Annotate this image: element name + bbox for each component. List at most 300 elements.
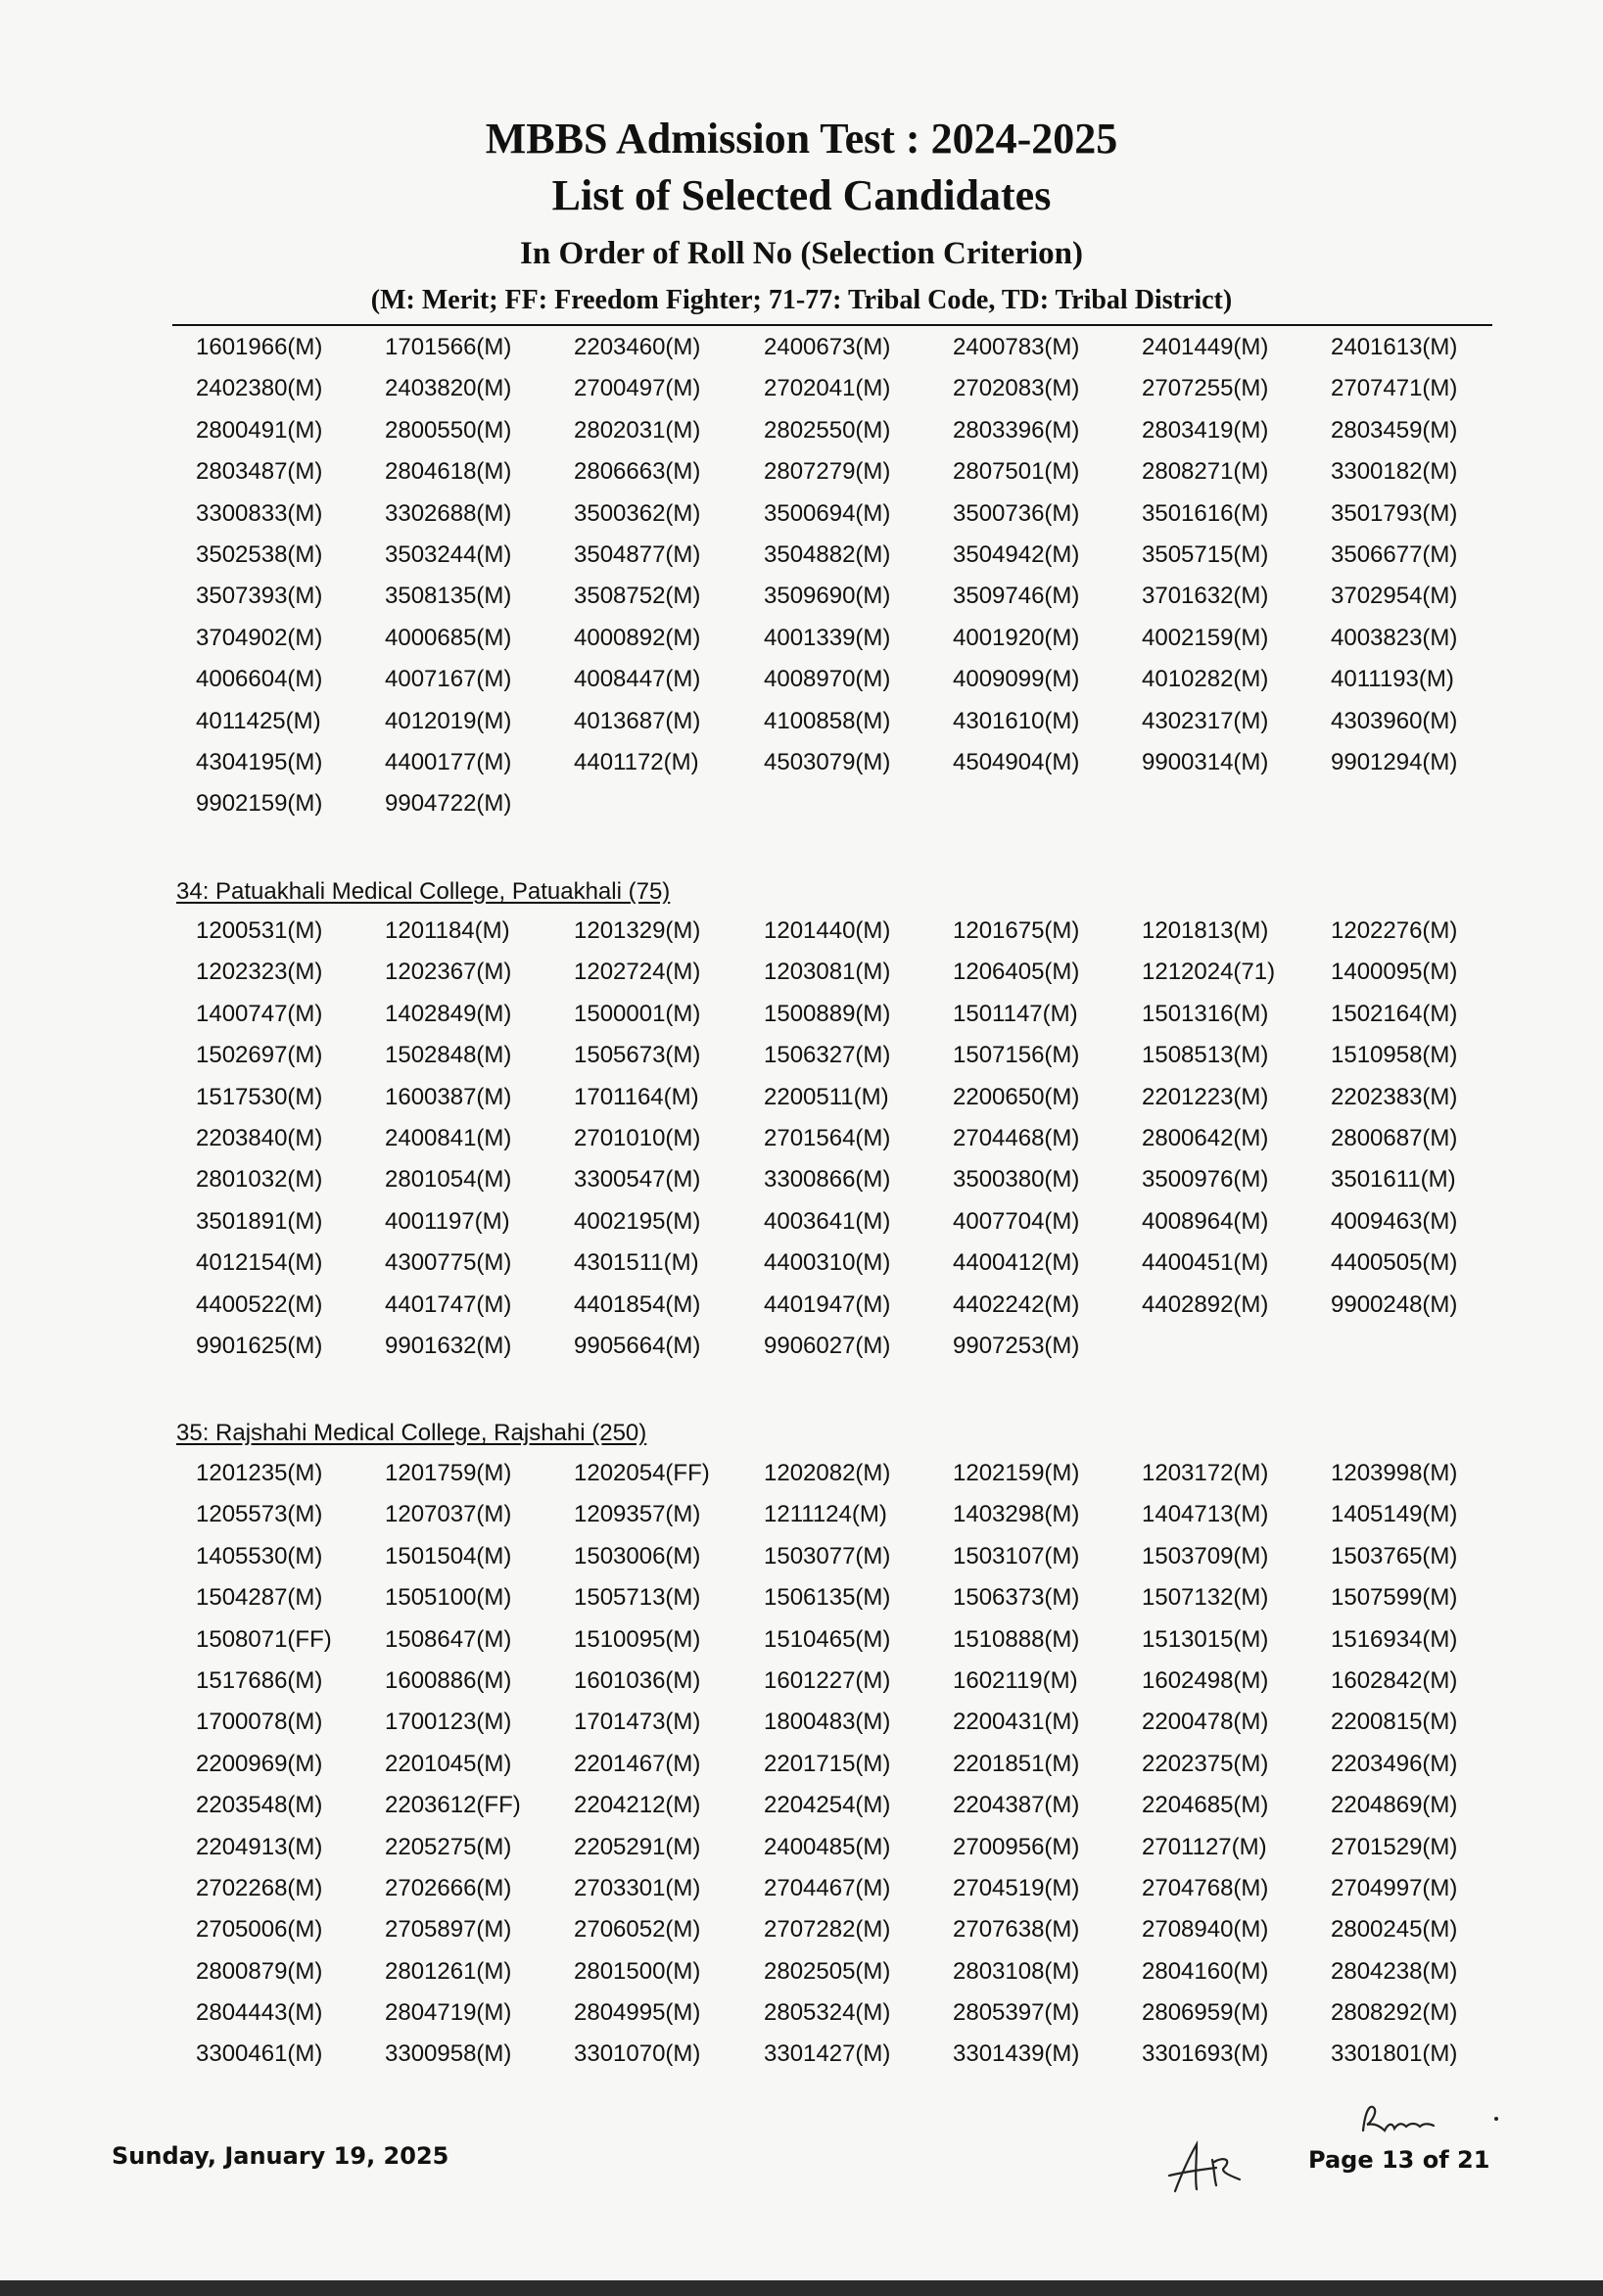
roll-number-cell: 1201759(M) [385,1460,512,1486]
table-row [196,1035,1498,1076]
table-row [196,701,1498,742]
roll-number-cell: 1516934(M) [1331,1625,1458,1653]
roll-number-cell: 3501793(M) [1331,499,1458,527]
roll-number-cell: 2803108(M) [953,1957,1080,1985]
roll-number-cell: 2705897(M) [385,1916,512,1944]
roll-number-cell: 1506373(M) [953,1584,1080,1612]
roll-number-cell: 3509690(M) [764,583,891,610]
roll-number-cell: 3301439(M) [953,2040,1080,2068]
table-row [196,1744,1498,1785]
roll-number-cell: 2802505(M) [764,1957,891,1985]
roll-number-cell: 4302317(M) [1142,707,1269,734]
roll-number-cell: 2401613(M) [1331,334,1458,360]
roll-number-cell: 4010282(M) [1142,666,1269,693]
roll-number-cell: 2804160(M) [1142,1957,1269,1985]
roll-number-cell: 2703301(M) [574,1874,701,1901]
roll-number-cell: 3301693(M) [1142,2040,1269,2068]
roll-number-cell: 1510465(M) [764,1625,891,1653]
roll-number-cell: 1601966(M) [196,334,323,360]
roll-number-cell: 2800687(M) [1331,1124,1458,1151]
signature-initials-2 [1161,2132,1269,2201]
roll-number-cell: 3300461(M) [196,2040,323,2068]
roll-number-cell: 4007167(M) [385,666,512,693]
roll-number-cell: 4001339(M) [764,624,891,651]
roll-number-cell: 2200969(M) [196,1750,323,1777]
roll-number-cell: 1507599(M) [1331,1584,1458,1612]
roll-number-cell: 2804618(M) [385,458,512,486]
roll-number-cell: 3501891(M) [196,1207,323,1235]
roll-number-cell: 1405530(M) [196,1542,323,1570]
roll-number-cell: 3506677(M) [1331,540,1458,568]
roll-number-cell: 1601036(M) [574,1666,701,1694]
roll-number-cell: 4001197(M) [385,1207,510,1235]
roll-number-cell: 1202724(M) [574,959,701,986]
roll-number-cell: 2800245(M) [1331,1916,1458,1944]
roll-number-cell: 4003641(M) [764,1207,891,1235]
roll-number-cell: 2808292(M) [1331,1999,1458,2027]
roll-number-cell: 1211124(M) [764,1501,887,1528]
table-row [196,1159,1498,1200]
roll-number-cell: 1501147(M) [953,1000,1078,1027]
table-row [196,1868,1498,1909]
roll-number-cell: 2700497(M) [574,375,701,402]
roll-number-cell: 2707255(M) [1142,375,1269,402]
roll-number-cell: 2200431(M) [953,1709,1080,1736]
roll-number-cell: 9901625(M) [196,1332,323,1359]
roll-number-cell: 2202375(M) [1142,1750,1269,1777]
table-row [196,368,1498,409]
roll-number-cell: 4303960(M) [1331,707,1458,734]
roll-number-cell: 4000685(M) [385,624,512,651]
roll-number-cell: 1405149(M) [1331,1501,1458,1528]
roll-number-cell: 1201675(M) [953,917,1080,944]
roll-number-cell: 2200478(M) [1142,1709,1269,1736]
roll-number-cell: 1500001(M) [574,1000,701,1027]
roll-number-cell: 3704902(M) [196,624,323,651]
roll-number-cell: 9907253(M) [953,1332,1080,1359]
table-row [196,1992,1498,2034]
roll-number-cell: 2707282(M) [764,1916,891,1944]
roll-number-cell: 9901294(M) [1331,748,1458,775]
roll-number-cell: 2701010(M) [574,1124,701,1151]
roll-number-cell: 2203548(M) [196,1792,323,1819]
roll-number-cell: 9904722(M) [385,790,512,818]
roll-number-cell: 1700123(M) [385,1709,512,1736]
roll-number-cell: 2205291(M) [574,1833,701,1860]
roll-number-cell: 1506327(M) [764,1042,891,1069]
roll-number-cell: 2801500(M) [574,1957,701,1985]
roll-number-cell: 2805324(M) [764,1999,891,2027]
roll-number-cell: 2204869(M) [1331,1792,1458,1819]
roll-number-cell: 2801261(M) [385,1957,512,1985]
roll-number-cell: 1404713(M) [1142,1501,1269,1528]
roll-number-cell: 2704768(M) [1142,1874,1269,1901]
roll-number-cell: 1201329(M) [574,917,701,944]
roll-number-cell: 4001920(M) [953,624,1080,651]
roll-number-cell: 2804238(M) [1331,1957,1458,1985]
roll-number-cell: 2400485(M) [764,1833,891,1860]
roll-number-cell: 1507132(M) [1142,1584,1269,1612]
roll-number-cell: 1508071(FF) [196,1625,332,1653]
roll-number-cell: 3500976(M) [1142,1166,1269,1194]
roll-number-cell: 4301511(M) [574,1249,699,1277]
roll-number-cell: 1201440(M) [764,917,891,944]
roll-number-cell: 1500889(M) [764,1000,891,1027]
roll-number-cell: 1701566(M) [385,334,512,360]
roll-number-cell: 2403820(M) [385,375,512,402]
table-row [196,1077,1498,1118]
roll-number-cell: 3500736(M) [953,499,1080,527]
roll-number-cell: 3509746(M) [953,583,1080,610]
roll-number-cell: 4504904(M) [953,748,1080,775]
roll-number-cell: 2204685(M) [1142,1792,1269,1819]
roll-number-cell: 2704519(M) [953,1874,1080,1901]
roll-number-cell: 2807501(M) [953,458,1080,486]
roll-number-cell: 3701632(M) [1142,583,1269,610]
roll-number-cell: 1402849(M) [385,1000,512,1027]
roll-number-cell: 4007704(M) [953,1207,1080,1235]
table-row [196,1577,1498,1618]
roll-number-cell: 1503107(M) [953,1542,1080,1570]
roll-number-cell: 1202276(M) [1331,917,1458,944]
table-row [196,2034,1498,2075]
roll-number-cell: 2804443(M) [196,1999,323,2027]
roll-number-cell: 2804719(M) [385,1999,512,2027]
roll-number-cell: 2401449(M) [1142,334,1269,360]
roll-number-cell: 1508513(M) [1142,1042,1269,1069]
roll-number-cell: 4400412(M) [953,1249,1080,1277]
roll-number-cell: 2801054(M) [385,1166,512,1194]
roll-number-cell: 1701473(M) [574,1709,701,1736]
roll-number-cell: 4013687(M) [574,707,701,734]
roll-number-cell: 9906027(M) [764,1332,891,1359]
table-row [196,1661,1498,1702]
roll-grid-top [196,327,1498,825]
roll-number-cell: 3504942(M) [953,540,1080,568]
roll-number-cell: 3507393(M) [196,583,323,610]
roll-number-cell: 1502848(M) [385,1042,512,1069]
roll-number-cell: 1203172(M) [1142,1460,1269,1486]
roll-number-cell: 2200511(M) [764,1083,889,1110]
roll-number-cell: 2200650(M) [953,1083,1080,1110]
roll-number-cell: 4400310(M) [764,1249,891,1277]
roll-number-cell: 3300547(M) [574,1166,701,1194]
roll-number-cell: 1503006(M) [574,1542,701,1570]
roll-number-cell: 1602119(M) [953,1666,1078,1694]
table-row [196,535,1498,576]
roll-number-cell: 4400522(M) [196,1290,323,1318]
roll-number-cell: 4009099(M) [953,666,1080,693]
table-row [196,618,1498,659]
footer-page-number: Page 13 of 21 [1308,2146,1490,2174]
roll-number-cell: 3500380(M) [953,1166,1080,1194]
roll-number-cell: 1510888(M) [953,1625,1080,1653]
table-row [196,1536,1498,1577]
roll-number-cell: 3300866(M) [764,1166,891,1194]
table-row [196,1285,1498,1326]
table-row [196,1785,1498,1826]
table-row [196,783,1498,824]
table-row [196,1702,1498,1743]
roll-number-cell: 1202367(M) [385,959,512,986]
table-row [196,952,1498,993]
roll-number-cell: 1602498(M) [1142,1666,1269,1694]
roll-number-cell: 4009463(M) [1331,1207,1458,1235]
signature-initials-1 [1355,2093,1512,2142]
table-row [196,1619,1498,1661]
roll-number-cell: 2800491(M) [196,416,323,444]
roll-number-cell: 1200531(M) [196,917,323,944]
roll-number-cell: 2702041(M) [764,375,891,402]
roll-number-cell: 2807279(M) [764,458,891,486]
table-row [196,1242,1498,1284]
roll-number-cell: 4002159(M) [1142,624,1269,651]
roll-number-cell: 4008964(M) [1142,1207,1269,1235]
roll-number-cell: 1800483(M) [764,1709,891,1736]
roll-number-cell: 4301610(M) [953,707,1080,734]
roll-number-cell: 1602842(M) [1331,1666,1458,1694]
roll-number-cell: 9901632(M) [385,1332,512,1359]
roll-number-cell: 1503709(M) [1142,1542,1269,1570]
roll-number-cell: 1202054(FF) [574,1460,710,1486]
table-row [196,1326,1498,1367]
roll-number-cell: 4402892(M) [1142,1290,1269,1318]
roll-number-cell: 4003823(M) [1331,624,1458,651]
roll-number-cell: 1502164(M) [1331,1000,1458,1027]
roll-number-cell: 3500694(M) [764,499,891,527]
roll-number-cell: 2201223(M) [1142,1083,1269,1110]
roll-number-cell: 1201184(M) [385,917,510,944]
roll-number-cell: 4008447(M) [574,666,701,693]
roll-number-cell: 2200815(M) [1331,1709,1458,1736]
roll-number-cell: 1505100(M) [385,1584,512,1612]
roll-number-cell: 2204387(M) [953,1792,1080,1819]
roll-number-cell: 1205573(M) [196,1501,323,1528]
page-subtitle: List of Selected Candidates [551,171,1052,219]
roll-number-cell: 1501316(M) [1142,1000,1269,1027]
roll-number-cell: 1508647(M) [385,1625,512,1653]
roll-number-cell: 4400505(M) [1331,1249,1458,1277]
table-row [196,1909,1498,1950]
table-row [196,1201,1498,1242]
roll-number-cell: 2705006(M) [196,1916,323,1944]
table-row [196,1453,1498,1494]
roll-number-cell: 1203081(M) [764,959,891,986]
roll-number-cell: 4402242(M) [953,1290,1080,1318]
roll-number-cell: 1510095(M) [574,1625,701,1653]
roll-number-cell: 4002195(M) [574,1207,701,1235]
bottom-scan-edge [0,2280,1603,2296]
roll-number-cell: 1601227(M) [764,1666,891,1694]
roll-number-cell: 1700078(M) [196,1709,323,1736]
roll-number-cell: 4400177(M) [385,748,512,775]
roll-number-cell: 2806959(M) [1142,1999,1269,2027]
roll-number-cell: 1201235(M) [196,1460,323,1486]
roll-grid-35 [196,1453,1498,2076]
roll-number-cell: 2701127(M) [1142,1833,1267,1860]
roll-number-cell: 2202383(M) [1331,1083,1458,1110]
roll-number-cell: 2805397(M) [953,1999,1080,2027]
table-row [196,576,1498,617]
roll-number-cell: 2800550(M) [385,416,512,444]
roll-number-cell: 3501616(M) [1142,499,1269,527]
roll-number-cell: 4400451(M) [1142,1249,1269,1277]
roll-number-cell: 2701564(M) [764,1124,891,1151]
roll-number-cell: 4006604(M) [196,666,323,693]
roll-number-cell: 2803459(M) [1331,416,1458,444]
table-row [196,1118,1498,1159]
roll-number-cell: 1513015(M) [1142,1625,1269,1653]
table-row [196,742,1498,783]
roll-number-cell: 1502697(M) [196,1042,323,1069]
table-row [196,994,1498,1035]
roll-number-cell: 2402380(M) [196,375,323,402]
roll-number-cell: 4401854(M) [574,1290,701,1318]
roll-number-cell: 4012154(M) [196,1249,323,1277]
roll-number-cell: 1505673(M) [574,1042,701,1069]
roll-number-cell: 3500362(M) [574,499,701,527]
roll-number-cell: 2802550(M) [764,416,891,444]
roll-number-cell: 2203612(FF) [385,1792,521,1819]
roll-number-cell: 1403298(M) [953,1501,1080,1528]
order-note: In Order of Roll No (Selection Criterion) [520,236,1083,271]
roll-number-cell: 3301070(M) [574,2040,701,2068]
roll-number-cell: 2803487(M) [196,458,323,486]
roll-number-cell: 2203840(M) [196,1124,323,1151]
roll-number-cell: 2707471(M) [1331,375,1458,402]
roll-number-cell: 2201467(M) [574,1750,701,1777]
legend-note: (M: Merit; FF: Freedom Fighter; 71-77: Tribal Code, TD: Tribal District) [370,285,1233,315]
roll-number-cell: 2806663(M) [574,458,701,486]
roll-number-cell: 2203460(M) [574,334,701,360]
roll-number-cell: 9900314(M) [1142,748,1269,775]
roll-number-cell: 1501504(M) [385,1542,512,1570]
roll-number-cell: 1212024(71) [1142,959,1276,986]
roll-number-cell: 2702083(M) [953,375,1080,402]
roll-number-cell: 1506135(M) [764,1584,891,1612]
roll-number-cell: 1207037(M) [385,1501,512,1528]
roll-number-cell: 1600886(M) [385,1666,512,1694]
roll-number-cell: 2702666(M) [385,1874,512,1901]
roll-number-cell: 3501611(M) [1331,1166,1456,1194]
roll-number-cell: 1201813(M) [1142,917,1269,944]
roll-number-cell: 1400095(M) [1331,959,1458,986]
roll-number-cell: 2701529(M) [1331,1833,1458,1860]
roll-number-cell: 2400783(M) [953,334,1080,360]
table-row [196,1951,1498,1992]
roll-number-cell: 4100858(M) [764,707,891,734]
roll-number-cell: 3301427(M) [764,2040,891,2068]
roll-number-cell: 1202159(M) [953,1460,1080,1486]
table-row [196,493,1498,535]
roll-number-cell: 1209357(M) [574,1501,701,1528]
roll-number-cell: 2801032(M) [196,1166,323,1194]
roll-number-cell: 1510958(M) [1331,1042,1458,1069]
roll-number-cell: 3300958(M) [385,2040,512,2068]
roll-number-cell: 1507156(M) [953,1042,1080,1069]
roll-number-cell: 3503244(M) [385,540,512,568]
roll-number-cell: 2708940(M) [1142,1916,1269,1944]
roll-number-cell: 2702268(M) [196,1874,323,1901]
table-row [196,327,1498,368]
roll-number-cell: 3300833(M) [196,499,323,527]
roll-number-cell: 2203496(M) [1331,1750,1458,1777]
roll-number-cell: 3508752(M) [574,583,701,610]
roll-number-cell: 2800642(M) [1142,1124,1269,1151]
table-row [196,911,1498,952]
roll-number-cell: 2704468(M) [953,1124,1080,1151]
roll-number-cell: 3504877(M) [574,540,701,568]
roll-number-cell: 1400747(M) [196,1000,323,1027]
roll-number-cell: 1202323(M) [196,959,323,986]
roll-number-cell: 2704467(M) [764,1874,891,1901]
roll-number-cell: 3302688(M) [385,499,512,527]
roll-number-cell: 4000892(M) [574,624,701,651]
roll-number-cell: 2706052(M) [574,1916,701,1944]
roll-number-cell: 1505713(M) [574,1584,701,1612]
section-title-34: 34: Patuakhali Medical College, Patuakhali (75) [176,878,671,905]
roll-number-cell: 2800879(M) [196,1957,323,1985]
table-row [196,659,1498,700]
roll-number-cell: 4300775(M) [385,1249,512,1277]
roll-number-cell: 4304195(M) [196,748,323,775]
roll-number-cell: 2700956(M) [953,1833,1080,1860]
roll-number-cell: 1202082(M) [764,1460,891,1486]
roll-number-cell: 1504287(M) [196,1584,323,1612]
roll-number-cell: 3702954(M) [1331,583,1458,610]
roll-number-cell: 2808271(M) [1142,458,1269,486]
roll-number-cell: 2201851(M) [953,1750,1080,1777]
roll-number-cell: 2400841(M) [385,1124,512,1151]
roll-number-cell: 3502538(M) [196,540,323,568]
roll-number-cell: 9900248(M) [1331,1290,1458,1318]
page-title: MBBS Admission Test : 2024-2025 [485,115,1118,163]
roll-number-cell: 2707638(M) [953,1916,1080,1944]
roll-number-cell: 1517530(M) [196,1083,323,1110]
roll-number-cell: 1517686(M) [196,1666,323,1694]
roll-number-cell: 2803396(M) [953,416,1080,444]
roll-number-cell: 1503765(M) [1331,1542,1458,1570]
roll-number-cell: 2803419(M) [1142,416,1269,444]
table-row [196,1827,1498,1868]
header-rule [172,324,1492,326]
roll-number-cell: 3300182(M) [1331,458,1458,486]
table-row [196,451,1498,492]
roll-number-cell: 9905664(M) [574,1332,701,1359]
roll-number-cell: 2201045(M) [385,1750,512,1777]
roll-number-cell: 2205275(M) [385,1833,512,1860]
roll-number-cell: 4011193(M) [1331,666,1454,693]
roll-number-cell: 1203998(M) [1331,1460,1458,1486]
roll-number-cell: 2204913(M) [196,1833,323,1860]
roll-number-cell: 4503079(M) [764,748,891,775]
roll-number-cell: 2204254(M) [764,1792,891,1819]
roll-number-cell: 2804995(M) [574,1999,701,2027]
roll-number-cell: 2802031(M) [574,416,701,444]
roll-number-cell: 1701164(M) [574,1083,699,1110]
roll-number-cell: 4401747(M) [385,1290,512,1318]
roll-number-cell: 1206405(M) [953,959,1080,986]
roll-number-cell: 3505715(M) [1142,540,1269,568]
roll-number-cell: 3508135(M) [385,583,512,610]
roll-grid-34 [196,911,1498,1367]
roll-number-cell: 3504882(M) [764,540,891,568]
roll-number-cell: 4012019(M) [385,707,512,734]
footer-date: Sunday, January 19, 2025 [112,2142,449,2170]
roll-number-cell: 1600387(M) [385,1083,512,1110]
section-title-35: 35: Rajshahi Medical College, Rajshahi (250) [176,1420,647,1446]
roll-number-cell: 4401172(M) [574,748,699,775]
